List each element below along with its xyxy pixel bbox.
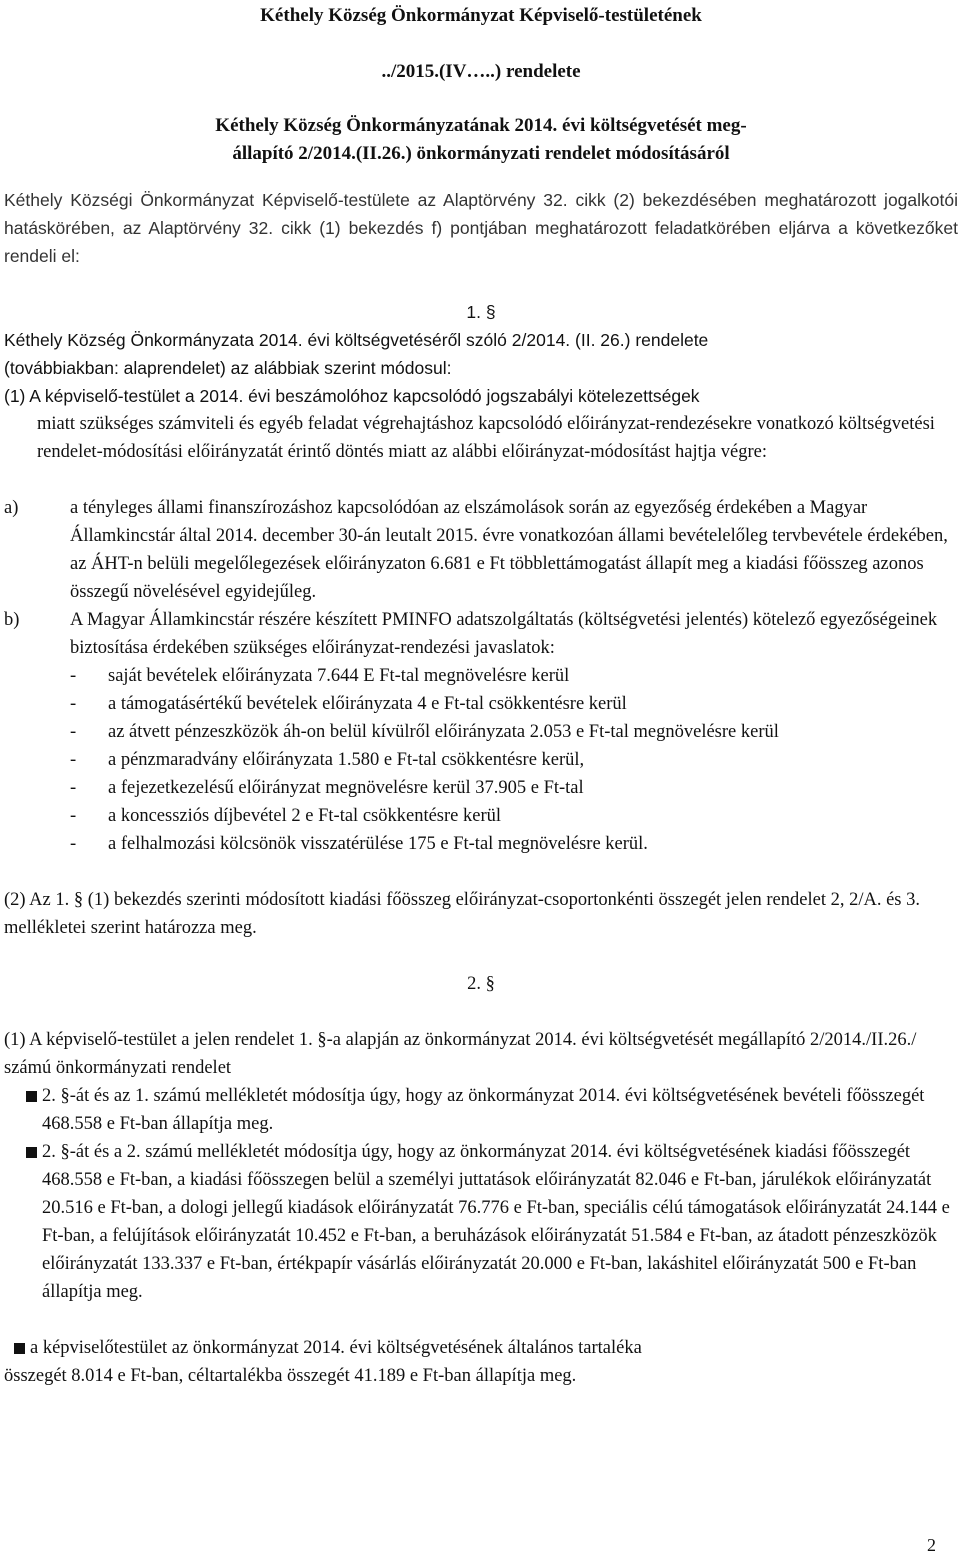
header-subject-line-2: állapító 2/2014.(II.26.) önkormányzati rendelet módosításáról — [232, 143, 730, 164]
bullet-3-continuation: összegét 8.014 e Ft-ban, céltartalékba összegét 41.189 e Ft-ban állapítja meg. — [4, 1366, 577, 1386]
list-item: - az átvett pénzeszközök áh-on belül kívülről előirányzata 2.053 e Ft-tal megnövelésre kerül — [70, 722, 779, 742]
bullet-text: 2. §-át és az 1. számú mellékletét módosítja úgy, hogy az önkormányzat 2014. évi költségvetésének bevételi főösszegét 468.558 e Ft-ban állapítja meg. — [42, 1086, 925, 1134]
section-1-para-1-rest: miatt szükséges számviteli és egyéb feladat végrehajtáshoz kapcsolódó előirányzat-rendezésekre vonatkozó költségvetési rendelet-módosítási előirányzatát érintő döntés miatt az alábbi előirányzat-módosítást hajtja végre: — [37, 414, 935, 462]
item-a-label: a) — [4, 498, 19, 518]
document-page — [4, 0, 958, 1390]
preamble: Kéthely Községi Önkormányzat Képviselő-testülete az Alaptörvény 32. cikk (2) bekezdésében meghatározott jogalkotói hatáskörében, az Alaptörvény 32. cikk (1) bekezdés f) pontjában meghatározott feladatkörében eljárva a következőket rendeli el: — [4, 190, 958, 266]
section-1-para-2: (2) Az 1. § (1) bekezdés szerinti módosított kiadási főösszeg előirányzat-csoportonkénti összegét jelen rendelet 2, 2/A. és 3. mellékletei szerint határozza meg. — [4, 890, 920, 938]
item-b-content — [70, 606, 958, 858]
header-subject-line-1: Kéthely Község Önkormányzatának 2014. évi költségvetését meg- — [215, 115, 747, 136]
page-number: 2 — [927, 1535, 936, 1555]
section-1-intro-2: (továbbiakban: alaprendelet) az alábbiak szerint módosul: — [4, 358, 452, 378]
section-1-intro-1: Kéthely Község Önkormányzata 2014. évi költségvetéséről szóló 2/2014. (II. 26.) rendelete — [4, 330, 709, 350]
square-bullet-icon — [4, 1082, 42, 1138]
section-2-intro: (1) A képviselő-testület a jelen rendelet 1. §-a alapján az önkormányzat 2014. évi költségvetését megállapító 2/2014./II.26./ számú önkormányzati rendelet — [4, 1030, 917, 1078]
section-2-number: 2. § — [467, 974, 495, 994]
section-1-number: 1. § — [466, 302, 496, 322]
list-item: - a koncessziós díjbevétel 2 e Ft-tal csökkentésre kerül — [70, 806, 501, 826]
list-item — [4, 1334, 958, 1362]
section-1-para-1-lead: (1) A képviselő-testület a 2014. évi beszámolóhoz kapcsolódó jogszabályi kötelezettségek — [4, 386, 700, 406]
header-decree-number: ../2015.(IV…..) rendelete — [381, 61, 581, 82]
item-b-label: b) — [4, 610, 20, 630]
list-item: - saját bevételek előirányzata 7.644 E Ft-tal megnövelésre kerül — [70, 666, 570, 686]
list-item: - a pénzmaradvány előirányzata 1.580 e Ft-tal csökkentésre kerül, — [70, 750, 585, 770]
item-b — [4, 606, 958, 858]
list-item: - a fejezetkezelésű előirányzat megnövelésre kerül 37.905 e Ft-tal — [70, 778, 584, 798]
bullet-text: 2. §-át és a 2. számú mellékletét módosítja úgy, hogy az önkormányzat 2014. évi költségvetésének kiadási főösszegét 468.558 e Ft-ban, a kiadási főösszegen belül a személyi juttatások előirányzatát 82.046 e Ft-ban, járulékok előirányzatát 20.516 e Ft-ban, a dologi jellegű kiadások előirányzatát 76.776 e Ft-ban, speciális célú támogatások előirányzatát 24.144 e Ft-ban, a felújítások előirányzatát 10.452 e Ft-ban, a beruházások előirányzatát 51.584 e Ft-ban, az átadott pénzeszközök előirányzatát 133.337 e Ft-ban, értékpapír vásárlás előirányzatát 20.000 e Ft-ban, lakáshitel előirányzatát 500 e Ft-ban állapítja meg. — [42, 1142, 950, 1302]
header-council: Kéthely Község Önkormányzat Képviselő-testületének — [260, 5, 702, 26]
item-a-text: a tényleges állami finanszírozáshoz kapcsolódóan az elszámolások során az egyezőség érdekében a Magyar Államkincstár által 2014. december 30-án leutalt 2015. évre vonatkozóan állami bevételelőleg tervbevétele érdekében, az ÁHT-n belüli megelőlegezések előirányzaton 6.681 e Ft többlettámogatást állapít meg a kiadási főösszeg azonos összegű növelésével egyidejűleg. — [70, 498, 948, 602]
square-bullet-icon — [4, 1334, 30, 1362]
bullet-text: a képviselőtestület az önkormányzat 2014. évi költségvetésének általános tartaléka — [30, 1338, 642, 1358]
square-bullet-icon — [4, 1138, 42, 1306]
list-item: - a felhalmozási kölcsönök visszatérülése 175 e Ft-tal megnövelésre kerül. — [70, 834, 648, 854]
list-item: - a támogatásértékű bevételek előirányzata 4 e Ft-tal csökkentésre kerül — [70, 694, 627, 714]
item-a — [4, 494, 958, 606]
list-item — [4, 1082, 958, 1138]
item-b-text: A Magyar Államkincstár részére készített PMINFO adatszolgáltatás (költségvetési jelentés) kötelező egyezőségeinek biztosítása érdekében szükséges előirányzat-rendezési javaslatok: — [70, 610, 938, 658]
list-item — [4, 1138, 958, 1306]
